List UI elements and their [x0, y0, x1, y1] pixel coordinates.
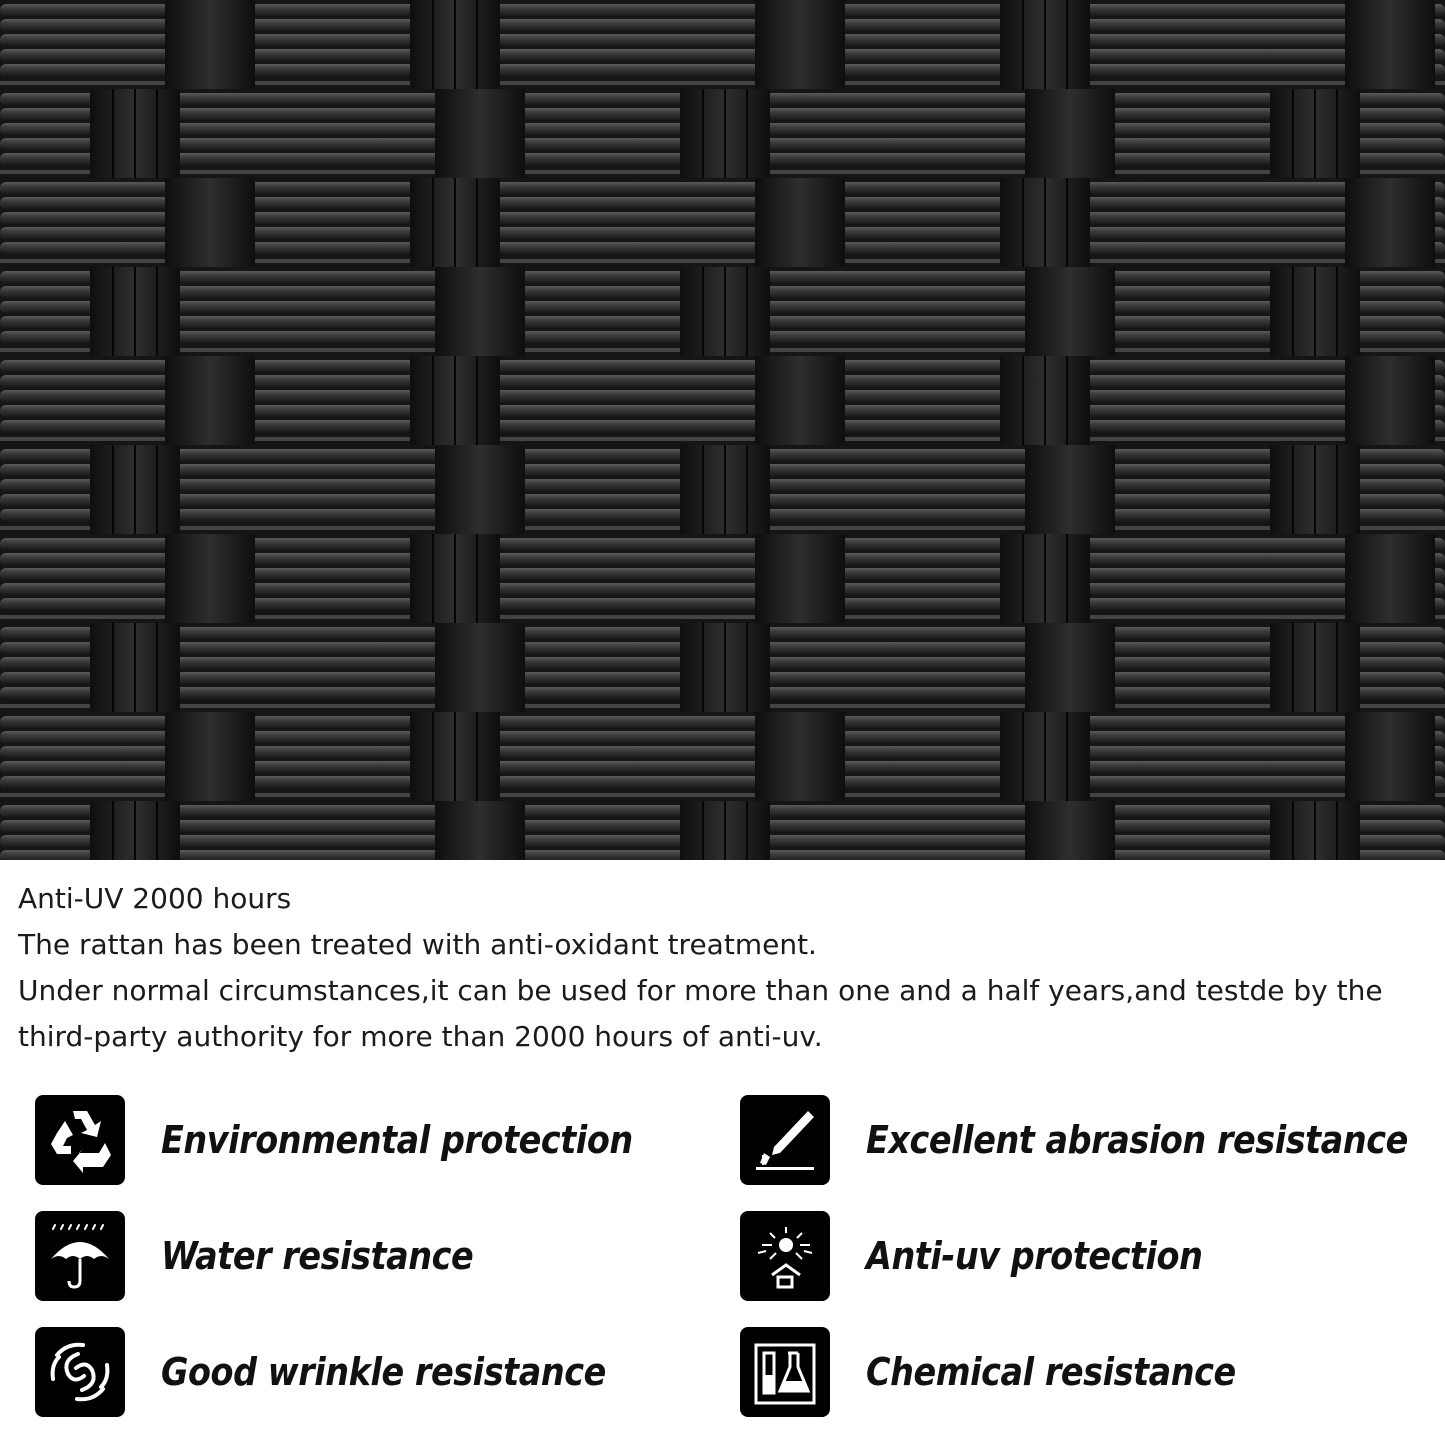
weave-cross-line: [1022, 712, 1024, 801]
weave-cross-strand: [1345, 534, 1435, 623]
weave-cross-line: [476, 0, 478, 89]
weave-cross-line: [1066, 0, 1068, 89]
weave-cross-line: [1066, 534, 1068, 623]
feature-chemical-resistance: [740, 1326, 1286, 1418]
weave-cross-line: [112, 801, 114, 860]
umbrella-icon: [35, 1211, 125, 1301]
weave-cross-line: [1022, 534, 1024, 623]
weave-cross-line: [1314, 267, 1316, 356]
feature-environmental-protection: [35, 1094, 697, 1186]
weave-cross-line: [746, 267, 748, 356]
feature-abrasion-resistance: [740, 1094, 1445, 1186]
description-title: Anti-UV 2000 hours: [18, 882, 292, 915]
description-line: third-party authority for more than 2000 hours of anti-uv.: [18, 1020, 823, 1053]
weave-cross-line: [724, 89, 726, 178]
weave-cross-line: [1314, 623, 1316, 712]
recycle-icon: [35, 1095, 125, 1185]
weave-cross-strand: [755, 712, 845, 801]
weave-cross-line: [1336, 445, 1338, 534]
feature-label: Good wrinkle resistance: [161, 1350, 606, 1394]
description-line: The rattan has been treated with anti-oxidant treatment.: [18, 928, 817, 961]
weave-cross-strand: [1345, 356, 1435, 445]
weave-cross-line: [724, 445, 726, 534]
weave-cross-line: [134, 801, 136, 860]
feature-anti-uv-protection: [740, 1210, 1248, 1302]
weave-cross-strand: [1025, 445, 1115, 534]
weave-cross-strand: [755, 178, 845, 267]
weave-cross-strand: [165, 534, 255, 623]
weave-cross-line: [702, 267, 704, 356]
weave-cross-line: [134, 623, 136, 712]
weave-cross-line: [746, 801, 748, 860]
weave-cross-line: [476, 178, 478, 267]
weave-cross-strand: [1025, 801, 1115, 860]
weave-cross-strand: [1025, 623, 1115, 712]
weave-cross-line: [156, 89, 158, 178]
weave-cross-line: [432, 712, 434, 801]
weave-cross-line: [1022, 356, 1024, 445]
weave-cross-line: [724, 623, 726, 712]
description-block: [18, 876, 1428, 1060]
weave-cross-strand: [435, 801, 525, 860]
weave-cross-line: [1022, 0, 1024, 89]
weave-cross-line: [702, 623, 704, 712]
weave-cross-line: [702, 89, 704, 178]
weave-cross-line: [1336, 801, 1338, 860]
weave-cross-line: [134, 89, 136, 178]
weave-cross-strand: [435, 623, 525, 712]
feature-water-resistance: [35, 1210, 516, 1302]
weave-cross-line: [1292, 623, 1294, 712]
weave-cross-line: [1044, 0, 1046, 89]
weave-cross-line: [746, 89, 748, 178]
weave-cross-line: [1292, 445, 1294, 534]
weave-cross-line: [724, 267, 726, 356]
knife-icon: [740, 1095, 830, 1185]
weave-cross-line: [476, 712, 478, 801]
weave-cross-line: [1066, 178, 1068, 267]
flask-icon: [740, 1327, 830, 1417]
weave-cross-line: [724, 801, 726, 860]
description-line: Under normal circumstances,it can be used for more than one and a half years,and testde by the: [18, 974, 1383, 1007]
weave-cross-line: [1292, 267, 1294, 356]
weave-cross-line: [156, 267, 158, 356]
weave-cross-line: [432, 0, 434, 89]
weave-cross-strand: [755, 534, 845, 623]
weave-cross-line: [112, 89, 114, 178]
weave-cross-line: [454, 178, 456, 267]
weave-cross-line: [156, 623, 158, 712]
weave-cross-line: [432, 178, 434, 267]
weave-cross-line: [1066, 712, 1068, 801]
feature-label: Anti-uv protection: [866, 1234, 1203, 1278]
weave-cross-line: [156, 445, 158, 534]
weave-cross-line: [702, 801, 704, 860]
weave-cross-line: [1066, 356, 1068, 445]
weave-cross-line: [1292, 89, 1294, 178]
weave-cross-strand: [1025, 267, 1115, 356]
weave-cross-line: [1044, 178, 1046, 267]
weave-cross-strand: [165, 712, 255, 801]
weave-cross-line: [1022, 178, 1024, 267]
weave-cross-strand: [165, 356, 255, 445]
weave-cross-strand: [435, 267, 525, 356]
weave-cross-line: [454, 0, 456, 89]
weave-cross-line: [476, 534, 478, 623]
weave-cross-strand: [1345, 0, 1435, 89]
weave-cross-line: [134, 445, 136, 534]
swirl-icon: [35, 1327, 125, 1417]
weave-cross-line: [1044, 356, 1046, 445]
feature-label: Excellent abrasion resistance: [866, 1118, 1408, 1162]
weave-cross-line: [1044, 534, 1046, 623]
weave-cross-line: [746, 445, 748, 534]
weave-cross-strand: [755, 0, 845, 89]
weave-cross-line: [454, 356, 456, 445]
weave-cross-line: [454, 534, 456, 623]
weave-cross-strand: [435, 89, 525, 178]
weave-cross-line: [454, 712, 456, 801]
feature-label: Environmental protection: [161, 1118, 633, 1162]
weave-cross-line: [1292, 801, 1294, 860]
weave-cross-line: [476, 356, 478, 445]
weave-cross-line: [432, 534, 434, 623]
weave-cross-line: [1336, 267, 1338, 356]
weave-cross-strand: [1345, 712, 1435, 801]
weave-cross-line: [746, 623, 748, 712]
weave-cross-line: [432, 356, 434, 445]
feature-wrinkle-resistance: [35, 1326, 667, 1418]
weave-cross-line: [1336, 89, 1338, 178]
sun-icon: [740, 1211, 830, 1301]
weave-cross-strand: [1345, 178, 1435, 267]
weave-cross-line: [134, 267, 136, 356]
weave-cross-line: [112, 445, 114, 534]
weave-cross-line: [156, 801, 158, 860]
weave-cross-line: [1314, 445, 1316, 534]
weave-cross-line: [702, 445, 704, 534]
weave-cross-line: [1314, 801, 1316, 860]
feature-label: Chemical resistance: [866, 1350, 1236, 1394]
weave-cross-line: [112, 267, 114, 356]
weave-cross-line: [1314, 89, 1316, 178]
weave-cross-line: [112, 623, 114, 712]
weave-cross-strand: [165, 0, 255, 89]
weave-cross-strand: [165, 178, 255, 267]
weave-cross-line: [1044, 712, 1046, 801]
feature-label: Water resistance: [161, 1234, 474, 1278]
weave-cross-strand: [435, 445, 525, 534]
weave-cross-strand: [1025, 89, 1115, 178]
weave-cross-line: [1336, 623, 1338, 712]
weave-cross-strand: [755, 356, 845, 445]
